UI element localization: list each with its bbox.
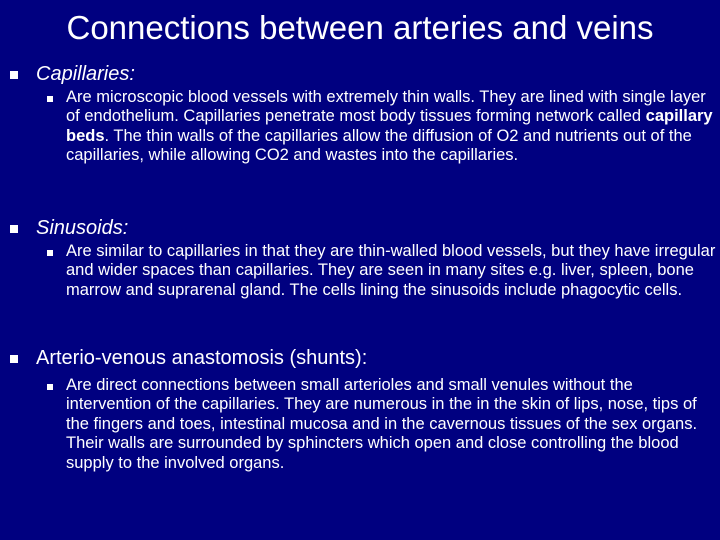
capillaries-text-part-2: . The thin walls of the capillaries allow the diffusion of O2 and nutrients out of the capillaries, while allowing CO2 and wastes into the capillaries. (66, 126, 692, 165)
sub-bullet-square-icon (47, 250, 53, 256)
section-body-sinusoids: Are similar to capillaries in that they are thin-walled blood vessels, but they have irregular and wider spaces than capillaries. They are seen in many sites e.g. liver, spleen, bone marrow and suprarenal gland. The cells lining the sinusoids include phagocytic cells. (66, 242, 716, 299)
bullet-square-icon (10, 71, 18, 79)
capillaries-text-part-1: Are microscopic blood vessels with extremely thin walls. They are lined with single layer of endothelium. Capillaries penetrate most body tissues forming network called (66, 88, 706, 126)
section-body-capillaries (66, 88, 716, 166)
capillaries-text-bold: capillary beds (66, 107, 713, 145)
sub-bullet-square-icon (47, 96, 53, 102)
section-heading-sinusoids: Sinusoids: (36, 217, 129, 239)
sub-bullet-square-icon (47, 384, 53, 390)
section-body-anastomosis: Are direct connections between small arterioles and small venules without the intervention of the capillaries. They are numerous in the in the skin of lips, nose, tips of the fingers and toes, intestinal mucosa and in the cavernous tissues of the sex organs. Their walls are surrounded by sphincters which open and close controlling the blood supply to the involved organs. (66, 376, 698, 472)
bullet-square-icon (10, 225, 18, 233)
slide-title: Connections between arteries and veins (66, 9, 654, 46)
bullet-square-icon (10, 355, 18, 363)
section-heading-anastomosis: Arterio-venous anastomosis (shunts): (36, 347, 368, 369)
section-heading-capillaries: Capillaries: (36, 63, 135, 85)
